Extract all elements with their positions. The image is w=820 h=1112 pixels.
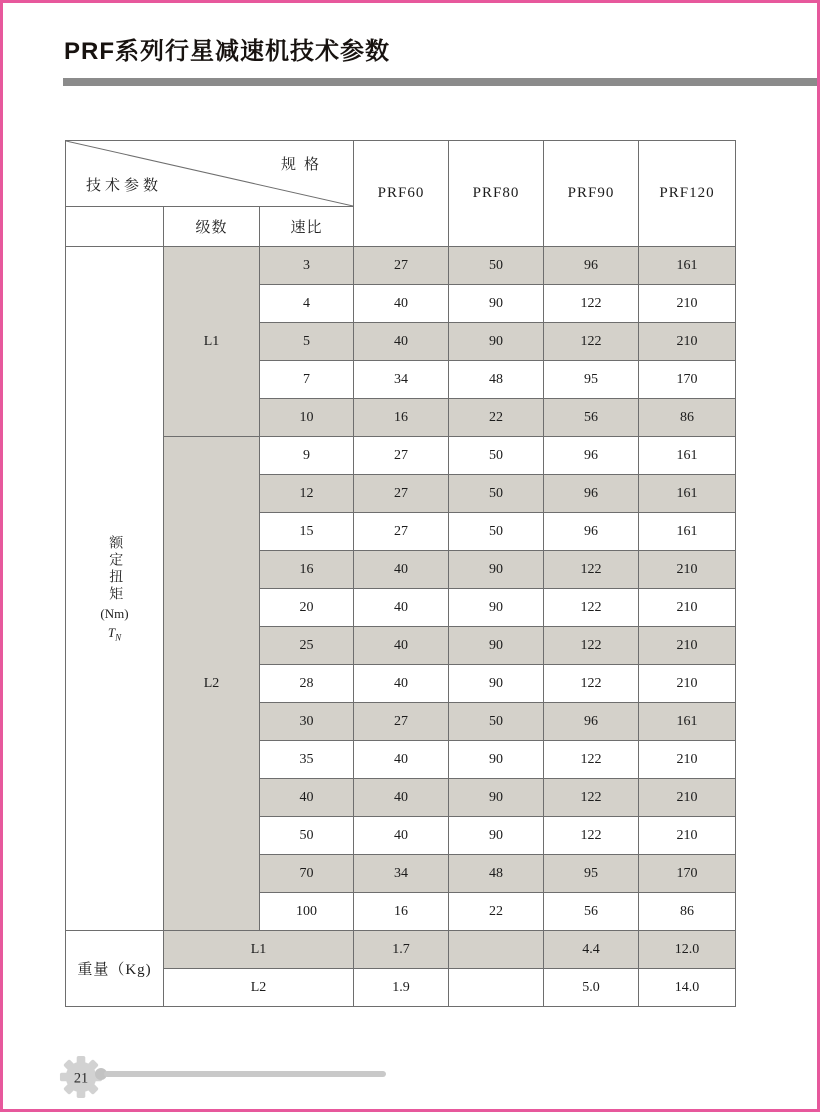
ratio-cell: 25 bbox=[260, 627, 354, 665]
value-cell: 122 bbox=[544, 665, 639, 703]
ratio-cell: 5 bbox=[260, 323, 354, 361]
title-underline-bar bbox=[63, 78, 817, 86]
value-cell: 34 bbox=[354, 361, 449, 399]
ratio-cell: 50 bbox=[260, 817, 354, 855]
ratio-cell: 4 bbox=[260, 285, 354, 323]
value-cell: 122 bbox=[544, 323, 639, 361]
value-cell: 210 bbox=[639, 551, 736, 589]
ratio-cell: 20 bbox=[260, 589, 354, 627]
weight-row-l2 bbox=[66, 969, 736, 1007]
value-cell: 210 bbox=[639, 817, 736, 855]
value-cell: 96 bbox=[544, 703, 639, 741]
empty-header-cell bbox=[66, 207, 164, 247]
value-cell: 161 bbox=[639, 513, 736, 551]
table-row bbox=[66, 437, 736, 475]
column-header-prf60: PRF60 bbox=[354, 141, 449, 247]
value-cell: 90 bbox=[449, 627, 544, 665]
value-cell: 56 bbox=[544, 399, 639, 437]
value-cell: 95 bbox=[544, 855, 639, 893]
value-cell: 90 bbox=[449, 665, 544, 703]
value-cell: 86 bbox=[639, 893, 736, 931]
value-cell: 27 bbox=[354, 513, 449, 551]
ratio-cell: 100 bbox=[260, 893, 354, 931]
value-cell: 96 bbox=[544, 513, 639, 551]
value-cell: 210 bbox=[639, 323, 736, 361]
ratio-header: 速比 bbox=[260, 207, 354, 247]
value-cell: 170 bbox=[639, 361, 736, 399]
value-cell: 22 bbox=[449, 893, 544, 931]
value-cell: 122 bbox=[544, 285, 639, 323]
value-cell: 50 bbox=[449, 437, 544, 475]
value-cell: 48 bbox=[449, 855, 544, 893]
value-cell: 210 bbox=[639, 627, 736, 665]
value-cell: 27 bbox=[354, 703, 449, 741]
weight-value-cell: 5.0 bbox=[544, 969, 639, 1007]
value-cell: 90 bbox=[449, 817, 544, 855]
ratio-cell: 7 bbox=[260, 361, 354, 399]
table-row bbox=[66, 247, 736, 285]
value-cell: 90 bbox=[449, 285, 544, 323]
ratio-cell: 10 bbox=[260, 399, 354, 437]
value-cell: 96 bbox=[544, 475, 639, 513]
ratio-cell: 35 bbox=[260, 741, 354, 779]
value-cell: 40 bbox=[354, 551, 449, 589]
ratio-cell: 16 bbox=[260, 551, 354, 589]
value-cell: 122 bbox=[544, 741, 639, 779]
torque-header-cell bbox=[66, 247, 164, 931]
value-cell: 122 bbox=[544, 589, 639, 627]
value-cell: 90 bbox=[449, 589, 544, 627]
weight-value-cell bbox=[449, 969, 544, 1007]
value-cell: 122 bbox=[544, 779, 639, 817]
value-cell: 40 bbox=[354, 741, 449, 779]
weight-value-cell: 12.0 bbox=[639, 931, 736, 969]
weight-stage-l2: L2 bbox=[164, 969, 354, 1007]
spec-corner-label: 规格 bbox=[281, 157, 328, 173]
ratio-cell: 15 bbox=[260, 513, 354, 551]
value-cell: 170 bbox=[639, 855, 736, 893]
page-number: 21 bbox=[73, 1070, 89, 1087]
diagonal-header-cell bbox=[66, 141, 354, 207]
weight-value-cell: 14.0 bbox=[639, 969, 736, 1007]
value-cell: 22 bbox=[449, 399, 544, 437]
value-cell: 90 bbox=[449, 779, 544, 817]
ratio-cell: 3 bbox=[260, 247, 354, 285]
value-cell: 27 bbox=[354, 437, 449, 475]
value-cell: 161 bbox=[639, 247, 736, 285]
weight-row-l1 bbox=[66, 931, 736, 969]
weight-label-cell: 重量（Kg) bbox=[66, 931, 164, 1007]
value-cell: 96 bbox=[544, 247, 639, 285]
ratio-cell: 28 bbox=[260, 665, 354, 703]
weight-value-cell: 1.7 bbox=[354, 931, 449, 969]
value-cell: 122 bbox=[544, 817, 639, 855]
value-cell: 50 bbox=[449, 703, 544, 741]
page-title: PRF系列行星减速机技术参数 bbox=[64, 38, 390, 65]
weight-value-cell: 1.9 bbox=[354, 969, 449, 1007]
value-cell: 90 bbox=[449, 323, 544, 361]
value-cell: 122 bbox=[544, 627, 639, 665]
value-cell: 96 bbox=[544, 437, 639, 475]
column-header-prf120: PRF120 bbox=[639, 141, 736, 247]
value-cell: 210 bbox=[639, 741, 736, 779]
torque-label-vertical: 额定扭矩 bbox=[107, 534, 123, 603]
value-cell: 40 bbox=[354, 589, 449, 627]
value-cell: 161 bbox=[639, 703, 736, 741]
value-cell: 210 bbox=[639, 589, 736, 627]
value-cell: 90 bbox=[449, 741, 544, 779]
value-cell: 210 bbox=[639, 779, 736, 817]
weight-stage-l1: L1 bbox=[164, 931, 354, 969]
value-cell: 48 bbox=[449, 361, 544, 399]
value-cell: 40 bbox=[354, 323, 449, 361]
value-cell: 40 bbox=[354, 665, 449, 703]
value-cell: 50 bbox=[449, 513, 544, 551]
ratio-cell: 9 bbox=[260, 437, 354, 475]
footer-divider-line bbox=[104, 1071, 386, 1077]
stage-l2-cell: L2 bbox=[164, 437, 260, 931]
value-cell: 90 bbox=[449, 551, 544, 589]
value-cell: 40 bbox=[354, 779, 449, 817]
value-cell: 16 bbox=[354, 399, 449, 437]
value-cell: 210 bbox=[639, 285, 736, 323]
value-cell: 122 bbox=[544, 551, 639, 589]
ratio-cell: 12 bbox=[260, 475, 354, 513]
column-header-prf80: PRF80 bbox=[449, 141, 544, 247]
tech-param-corner-label: 技术参数 bbox=[86, 178, 163, 194]
ratio-cell: 70 bbox=[260, 855, 354, 893]
column-header-prf90: PRF90 bbox=[544, 141, 639, 247]
value-cell: 95 bbox=[544, 361, 639, 399]
value-cell: 161 bbox=[639, 475, 736, 513]
value-cell: 16 bbox=[354, 893, 449, 931]
value-cell: 50 bbox=[449, 475, 544, 513]
value-cell: 56 bbox=[544, 893, 639, 931]
ratio-cell: 30 bbox=[260, 703, 354, 741]
value-cell: 27 bbox=[354, 475, 449, 513]
value-cell: 86 bbox=[639, 399, 736, 437]
torque-symbol: $T_N$ bbox=[107, 624, 122, 643]
value-cell: 40 bbox=[354, 285, 449, 323]
weight-value-cell bbox=[449, 931, 544, 969]
value-cell: 161 bbox=[639, 437, 736, 475]
stage-l1-cell: L1 bbox=[164, 247, 260, 437]
value-cell: 210 bbox=[639, 665, 736, 703]
value-cell: 40 bbox=[354, 627, 449, 665]
torque-unit: (Nm) bbox=[100, 605, 129, 621]
header-row-top bbox=[66, 141, 736, 207]
weight-value-cell: 4.4 bbox=[544, 931, 639, 969]
stage-header: 级数 bbox=[164, 207, 260, 247]
value-cell: 27 bbox=[354, 247, 449, 285]
value-cell: 40 bbox=[354, 817, 449, 855]
value-cell: 34 bbox=[354, 855, 449, 893]
ratio-cell: 40 bbox=[260, 779, 354, 817]
value-cell: 50 bbox=[449, 247, 544, 285]
spec-table bbox=[65, 140, 736, 1007]
